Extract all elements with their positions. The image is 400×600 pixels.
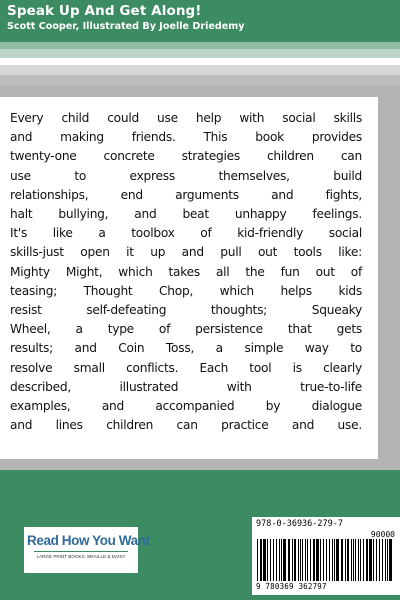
description-line: skills-just open it up and pull out tools like: — [10, 245, 362, 260]
barcode-block — [252, 517, 400, 595]
description-line: relationships, end arguments and fights, — [10, 187, 362, 202]
header-band — [0, 0, 400, 42]
decorative-stripe — [0, 49, 400, 58]
description-line: resolve small conflicts. Each tool is clearly — [10, 360, 362, 375]
logo-divider — [34, 551, 128, 552]
publisher-logo-tagline: LARGE PRINT BOOKS, BRAILLE & DAISY — [36, 554, 126, 559]
barcode-bars — [256, 539, 396, 581]
decorative-stripe — [0, 75, 400, 85]
book-author: Scott Cooper, Illustrated By Joelle Driedemy — [7, 21, 245, 32]
description-line: halt bullying, and beat unhappy feelings. — [10, 207, 362, 222]
publisher-logo — [22, 525, 150, 575]
barcode-digits: 9 780369 362797 — [256, 582, 327, 591]
price-code: 90000 — [370, 530, 395, 539]
description-line: resist self-defeating thoughts; Squeaky — [10, 303, 362, 318]
description-box — [0, 97, 378, 459]
description-line: Every child could use help with social skills — [10, 111, 362, 125]
book-title: Speak Up And Get Along! — [7, 3, 202, 19]
decorative-stripe — [0, 65, 400, 75]
description-line: teasing; Thought Chop, which helps kids — [10, 283, 362, 298]
description-line: Wheel, a type of persistence that gets — [10, 322, 362, 337]
description-line: use to express themselves, build — [10, 168, 362, 183]
decorative-stripe — [0, 42, 400, 49]
description-line: Mighty Might, which takes all the fun out of — [10, 264, 362, 279]
description-line: results; and Coin Toss, a simple way to — [10, 341, 362, 356]
description-line: twenty-one concrete strategies children can — [10, 149, 362, 164]
description-line: examples, and accompanied by dialogue — [10, 399, 362, 414]
book-description — [10, 109, 362, 435]
isbn-number: 978-0-36936-279-7 — [256, 519, 343, 529]
decorative-stripe — [0, 58, 400, 65]
description-line: and making friends. This book provides — [10, 130, 362, 145]
description-line: and lines children can practice and use. — [10, 418, 362, 433]
publisher-logo-text: Read How You Want — [27, 533, 150, 548]
description-line: described, illustrated with true-to-life — [10, 379, 362, 394]
description-line: It's like a toolbox of kid-friendly social — [10, 226, 362, 241]
